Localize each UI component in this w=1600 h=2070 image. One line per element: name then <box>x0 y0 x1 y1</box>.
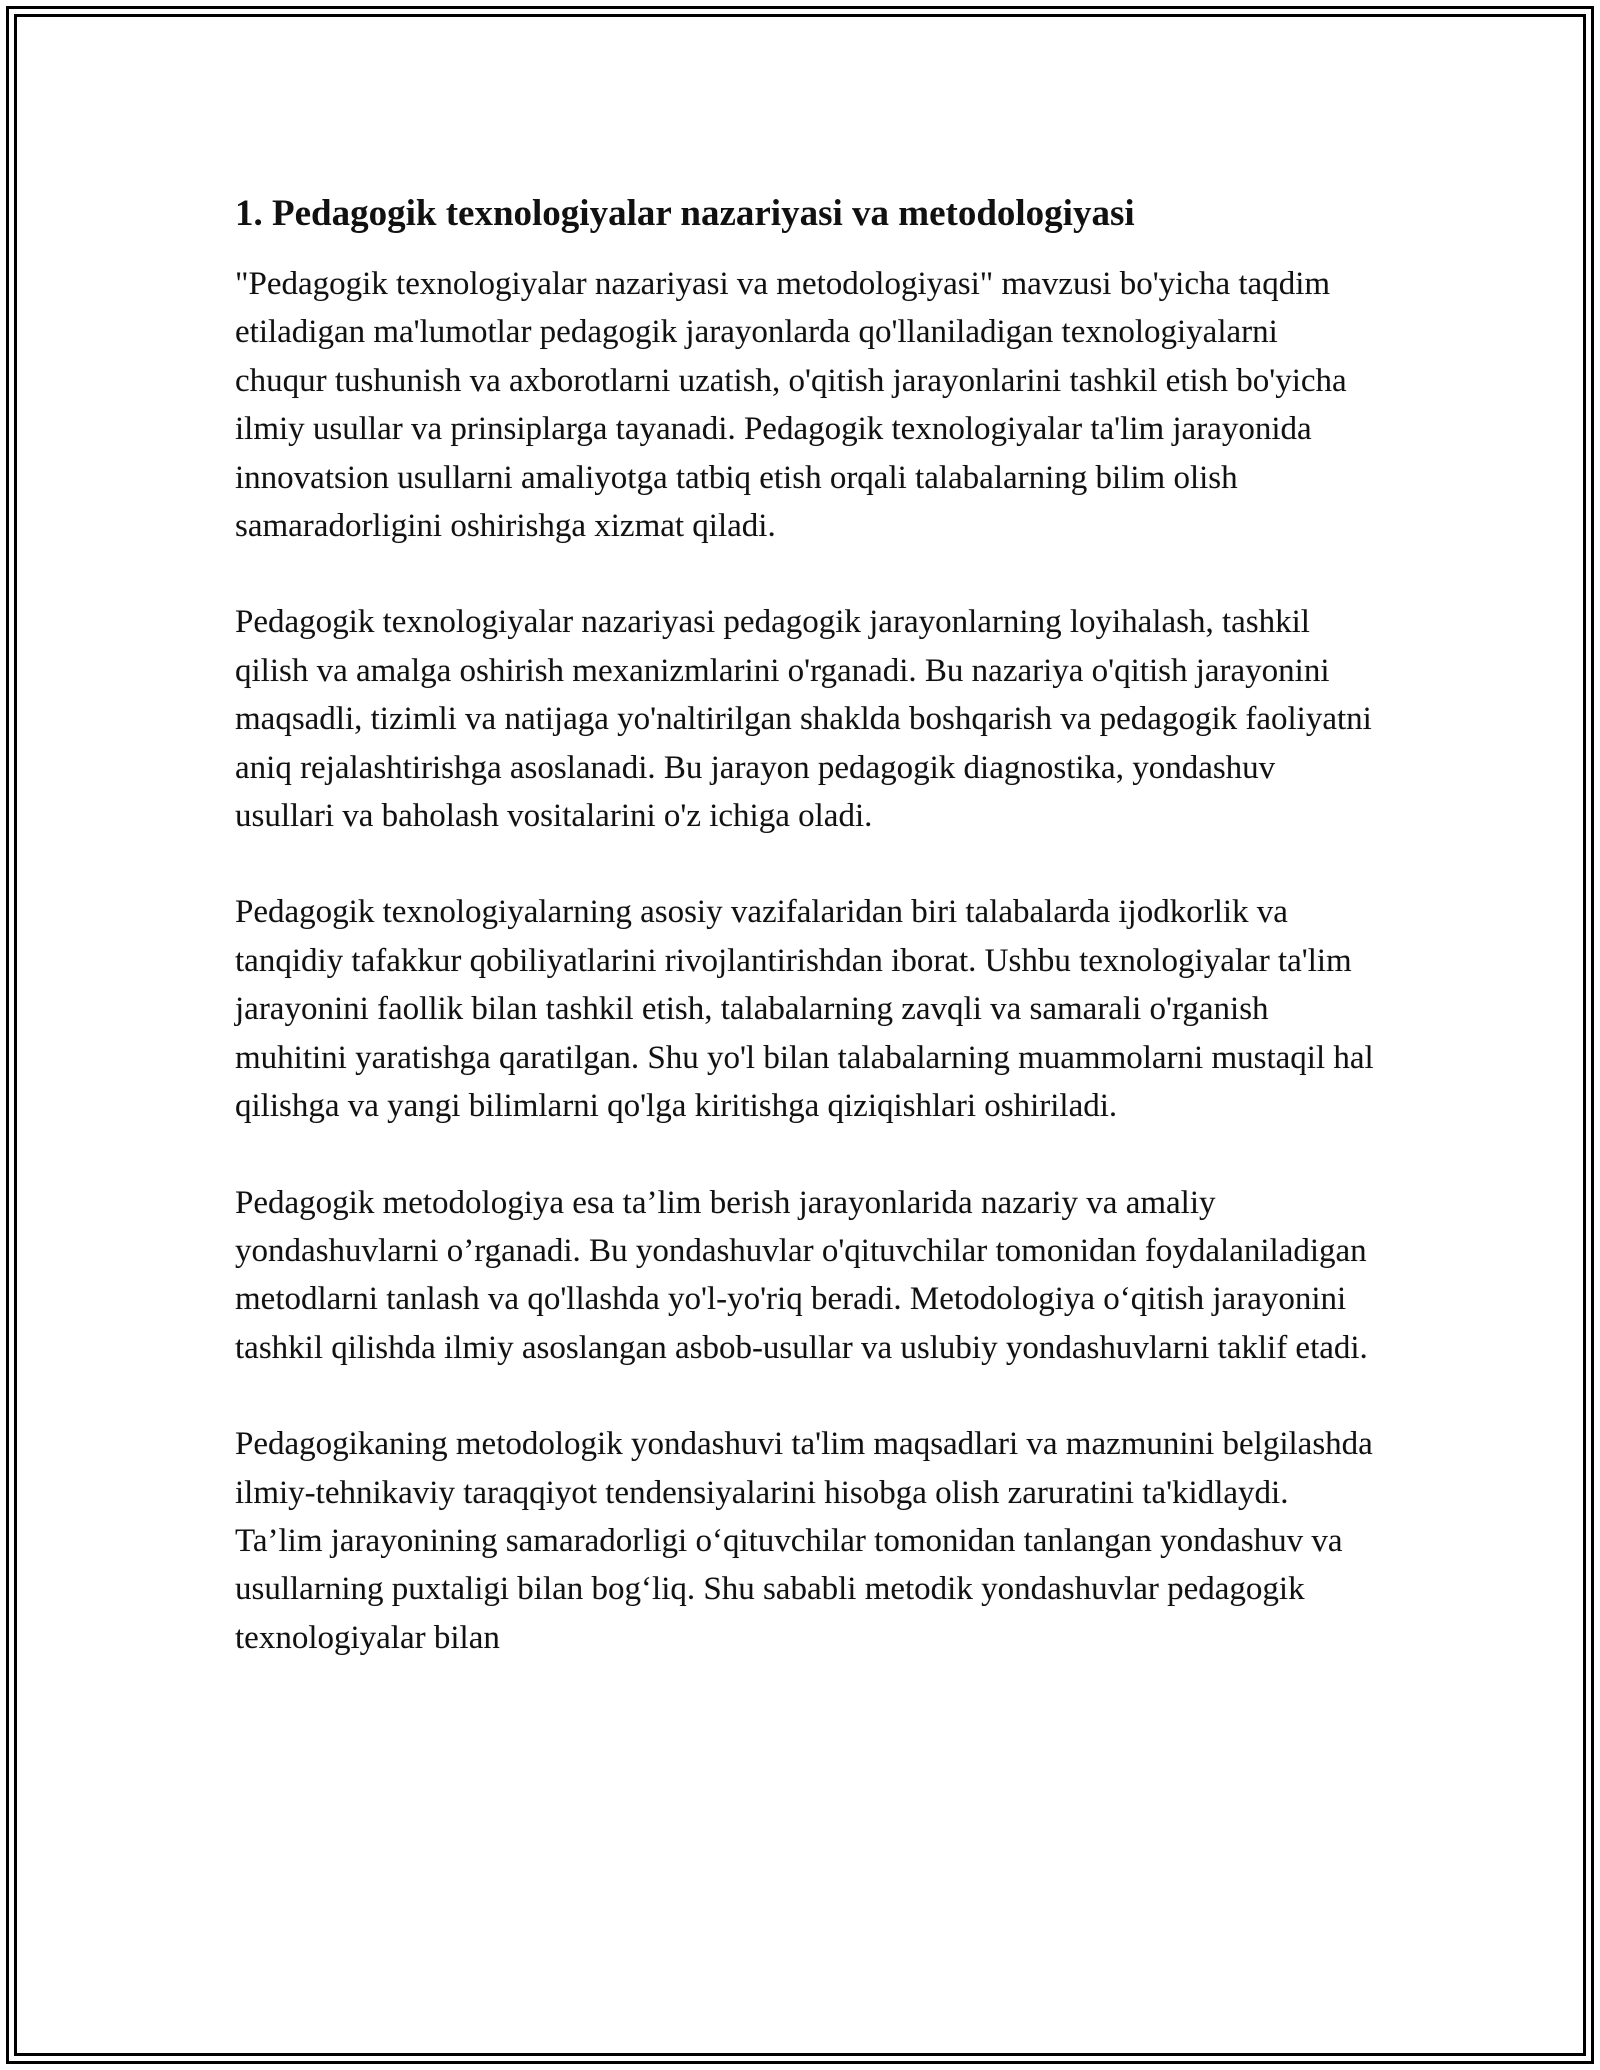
section-heading: 1. Pedagogik texnologiyalar nazariyasi va metodologiyasi <box>235 193 1135 234</box>
paragraph-1: "Pedagogik texnologiyalar nazariyasi va metodologiyasi" mavzusi bo'yicha taqdim etiladigan ma'lumotlar pedagogik jarayonlarda qo'llaniladigan texnologiyalarni chuqur tushunish va axborotlarni uzatish, o'qitish jarayonlarini tashkil etish bo'yicha ilmiy usullar va prinsiplarga tayanadi. Pedagogik texnologiyalar ta'lim jarayonida innovatsion usullarni amaliyotga tatbiq etish orqali talabalarning bilim olish samaradorligini oshirishga xizmat qiladi. <box>235 266 1347 545</box>
paragraph-3: Pedagogik texnologiyalarning asosiy vazifalaridan biri talabalarda ijodkorlik va tanqidiy tafakkur qobiliyatlarini rivojlantirishdan iborat. Ushbu texnologiyalar ta'lim jarayonini faollik bilan tashkil etish, talabalarning zavqli va samarali o'rganish muhitini yaratishga qaratilgan. Shu yo'l bilan talabalarning muammolarni mustaqil hal qilishga va yangi bilimlarni qo'lga kiritishga qiziqishlari oshiriladi. <box>235 894 1374 1125</box>
paragraph-2: Pedagogik texnologiyalar nazariyasi pedagogik jarayonlarning loyihalash, tashkil qilish va amalga oshirish mexanizmlarini o'rganadi. Bu nazariya o'qitish jarayonini maqsadli, tizimli va natijaga yo'naltirilgan shaklda boshqarish va pedagogik faoliyatni aniq rejalashtirishga asoslanadi. Bu jarayon pedagogik diagnostika, yondashuv usullari va baholash vositalarini o'z ichiga oladi. <box>235 604 1372 835</box>
paragraph-4: Pedagogik metodologiya esa ta’lim berish jarayonlarida nazariy va amaliy yondashuvlarni o’rganadi. Bu yondashuvlar o'qituvchilar tomonidan foydalaniladigan metodlarni tanlash va qo'llashda yo'l-yo'riq beradi. Metodologiya o‘qitish jarayonini tashkil qilishda ilmiy asoslangan asbob-usullar va uslubiy yondashuvlarni taklif etadi. <box>235 1184 1368 1366</box>
document-body <box>235 188 1375 1662</box>
paragraph-5: Pedagogikaning metodologik yondashuvi ta'lim maqsadlari va mazmunini belgilashda ilmiy-tehnikaviy taraqqiyot tendensiyalarini hisobga olish zaruratini ta'kidlaydi. Ta’lim jarayonining samaradorligi o‘qituvchilar tomonidan tanlangan yondashuv va usullarning puxtaligi bilan bog‘liq. Shu sababli metodik yondashuvlar pedagogik texnologiyalar bilan <box>235 1426 1373 1656</box>
